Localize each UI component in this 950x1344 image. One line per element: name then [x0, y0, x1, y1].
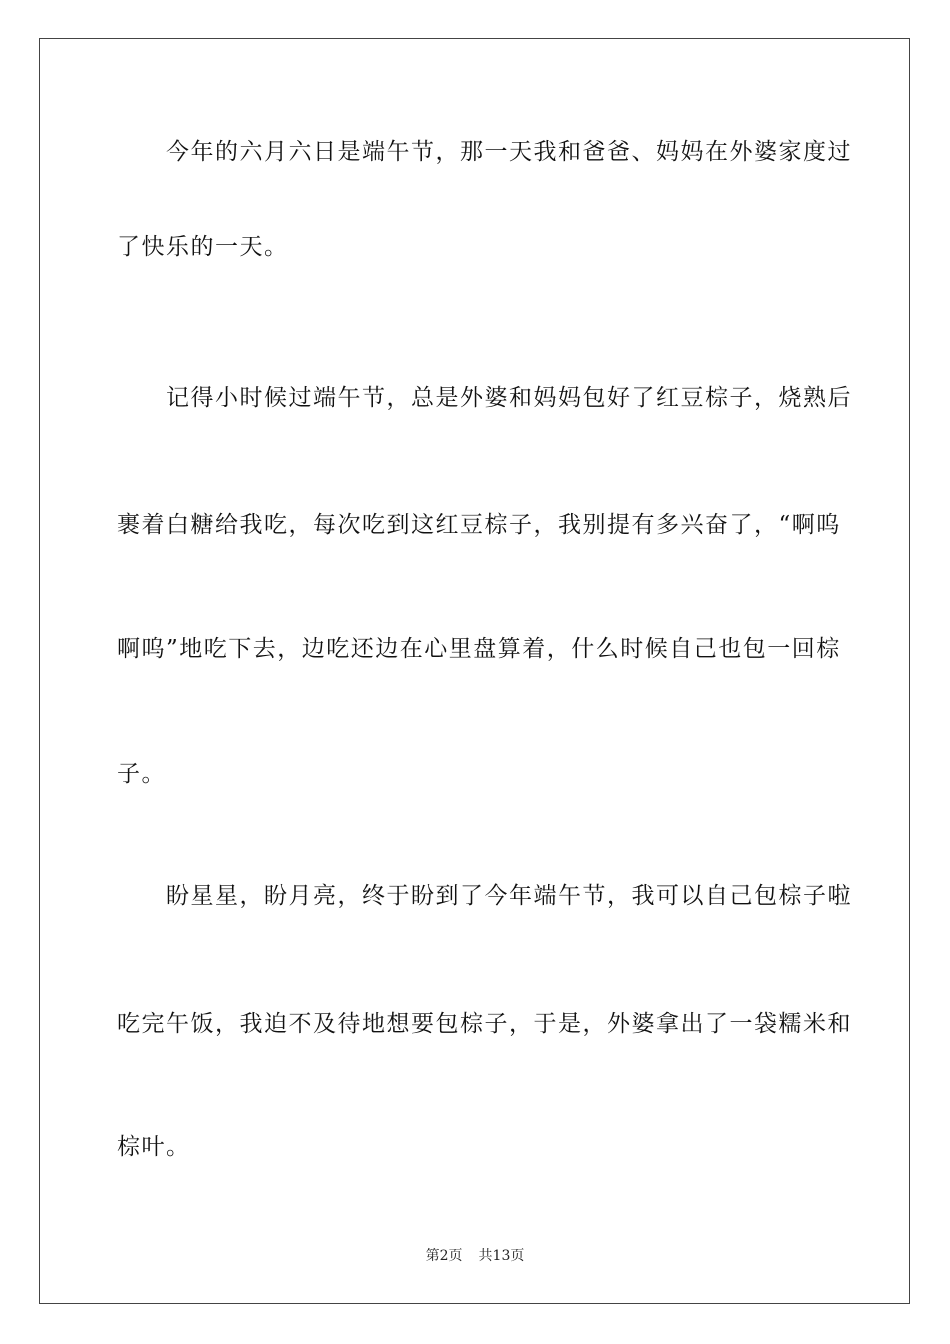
paragraph-2-line-1: 记得小时候过端午节，总是外婆和妈妈包好了红豆棕子，烧熟后: [166, 385, 852, 411]
paragraph-1-line-1: 今年的六月六日是端午节，那一天我和爸爸、妈妈在外婆家度过: [166, 139, 852, 165]
page-number: 第2页: [425, 1248, 463, 1264]
page-total: 共13页: [478, 1248, 525, 1264]
page-border: [39, 38, 910, 1304]
paragraph-4-line-1: 吃完午饭，我迫不及待地想要包棕子，于是，外婆拿出了一袋糯米和: [117, 1011, 852, 1037]
page-footer: [0, 1246, 950, 1266]
paragraph-2-line-3: 啊呜”地吃下去，边吃还边在心里盘算着，什么时候自己也包一回棕: [117, 636, 841, 662]
paragraph-2-line-2: 裹着白糖给我吃，每次吃到这红豆棕子，我别提有多兴奋了，“啊呜: [117, 512, 841, 538]
paragraph-3-line-1: 盼星星，盼月亮，终于盼到了今年端午节，我可以自己包棕子啦: [166, 883, 852, 909]
paragraph-1-line-2: 了快乐的一天。: [117, 234, 289, 260]
paragraph-2-line-4: 子。: [117, 761, 166, 787]
paragraph-4-line-2: 棕叶。: [117, 1134, 191, 1160]
